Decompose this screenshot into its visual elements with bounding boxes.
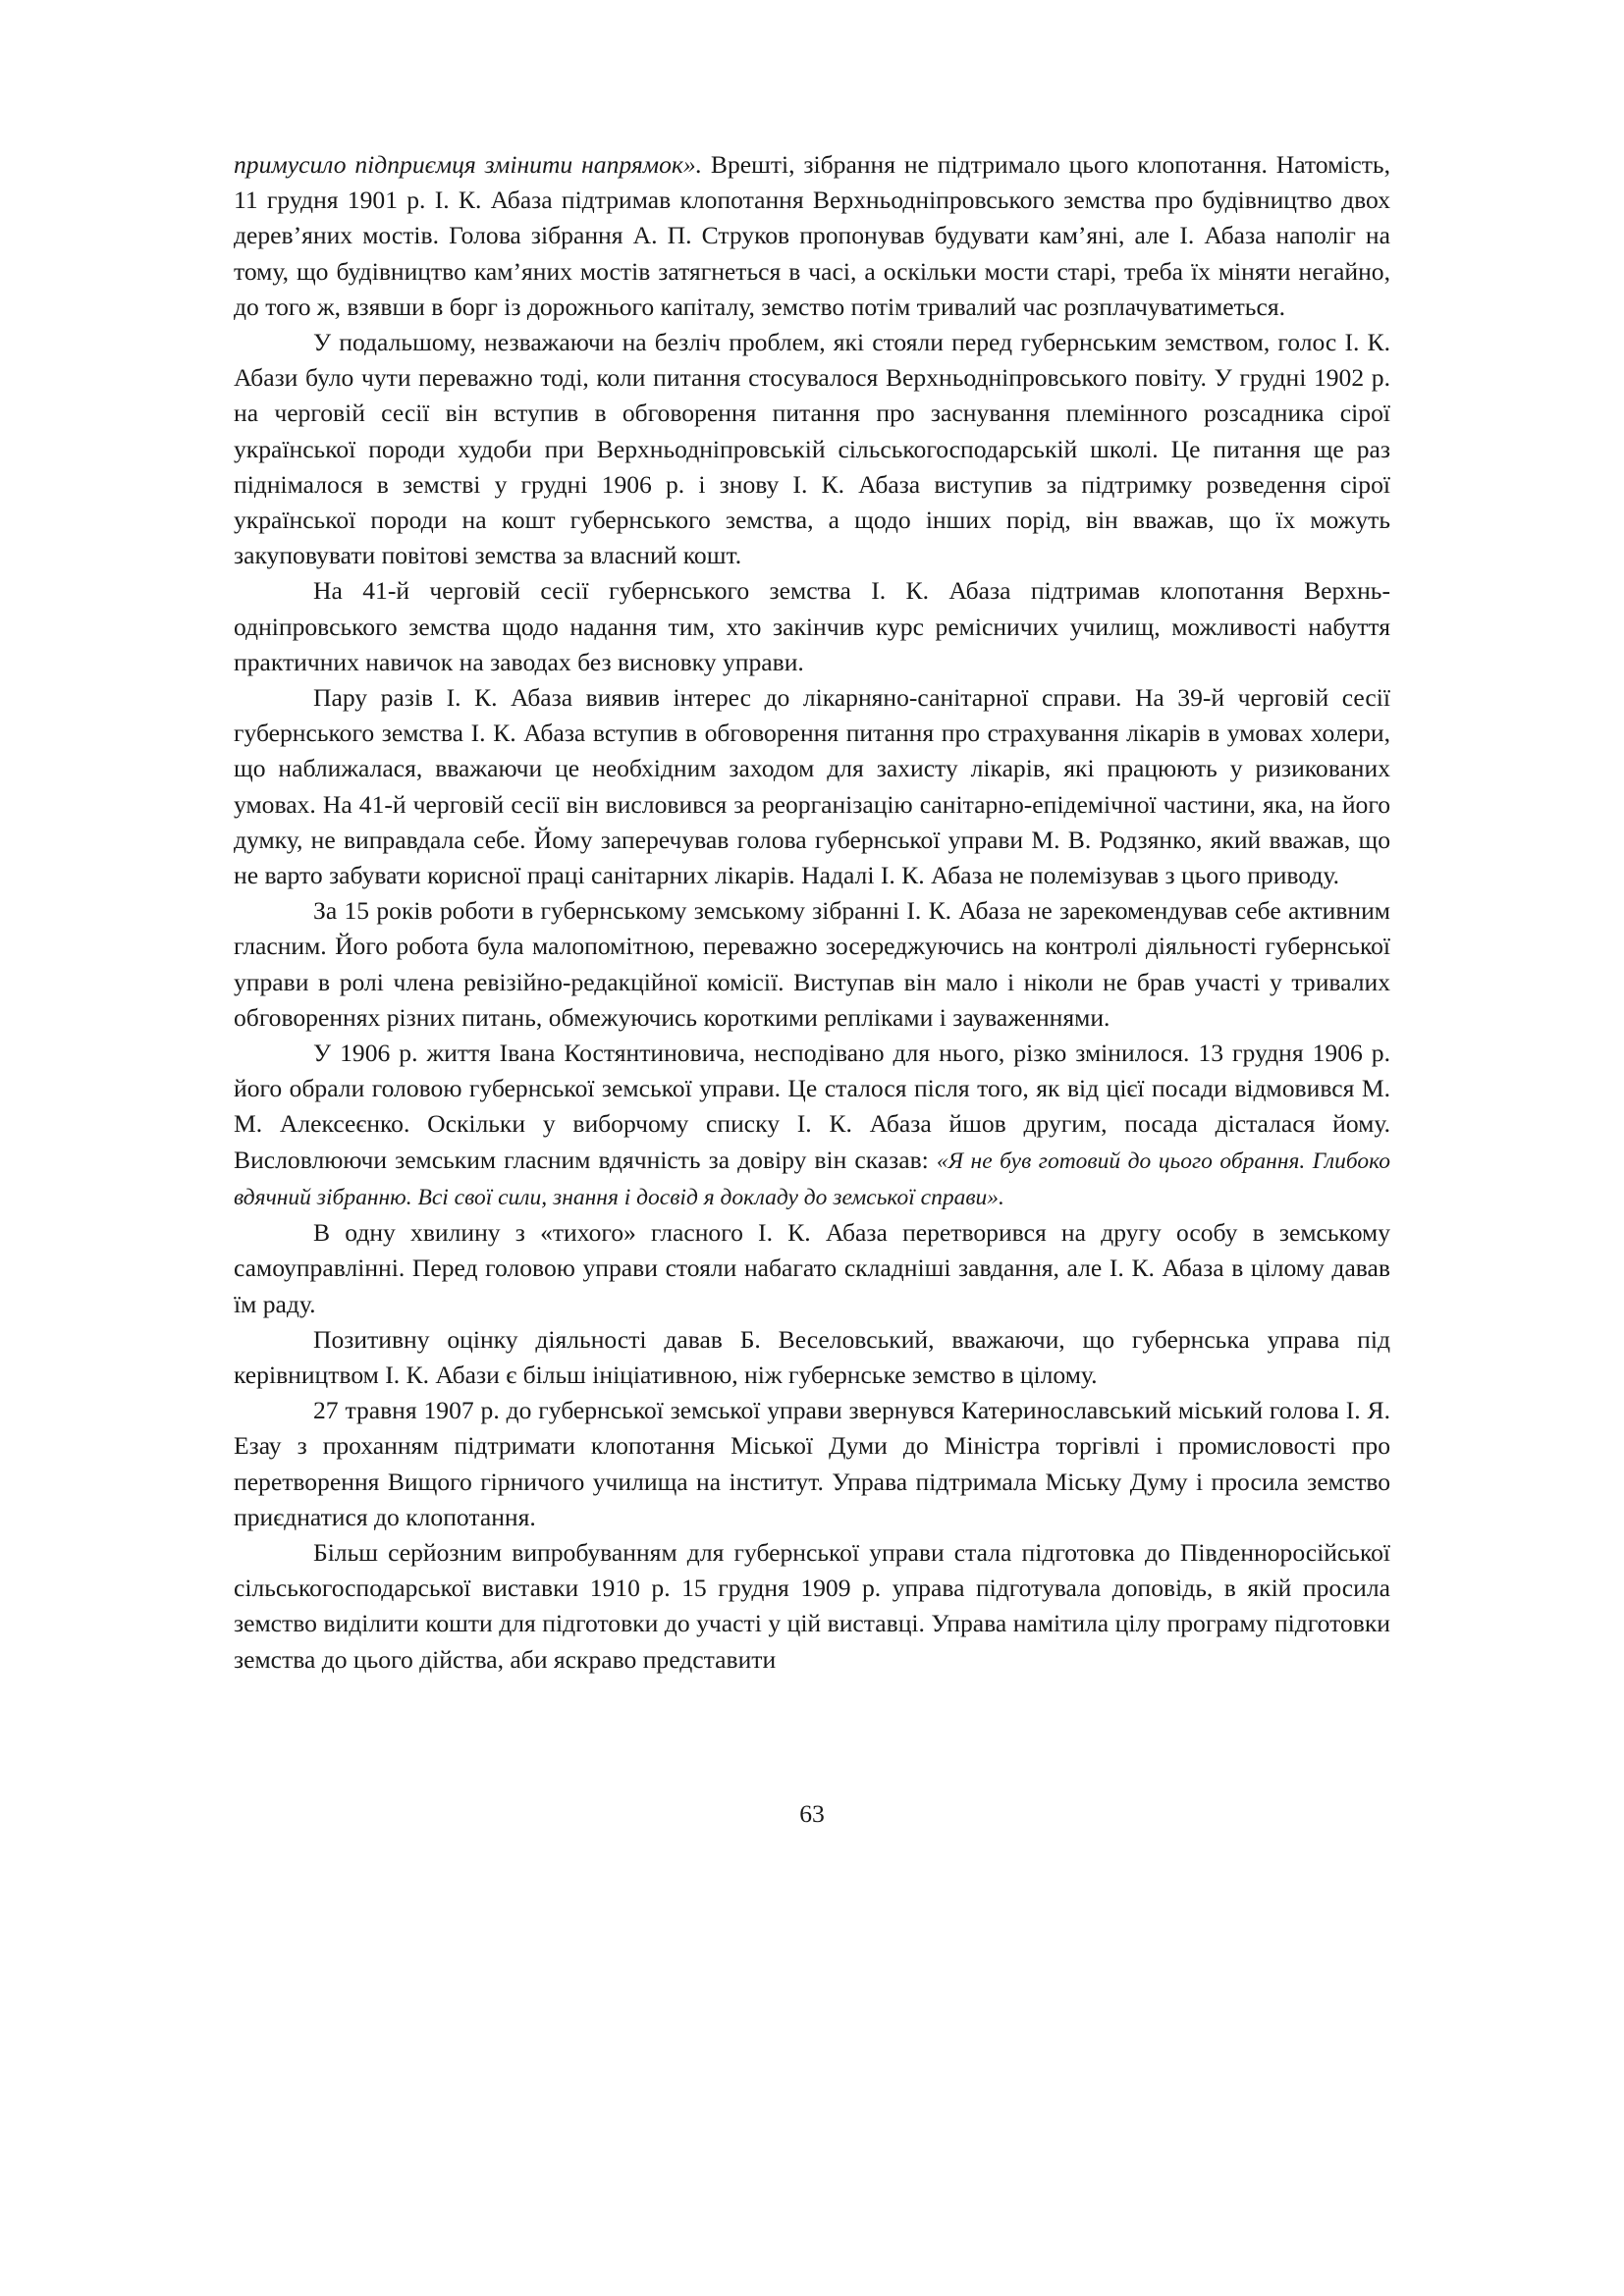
- paragraph-text: В одну хвилину з «тихого» гласного І. К. Абаза перетворився на другу особу в земському самоуправлінні. Перед головою управи стояли набагато складніші завдання, але І. К. Абаза в цілому давав їм раду.: [234, 1218, 1390, 1318]
- paragraph: [234, 1535, 1390, 1678]
- paragraph-text: У подальшому, незважаючи на безліч проблем, які стояли перед губернським земством, голос І. К. Абази було чути переважно тоді, коли питання стосувалося Верхньодніпровського повіту. У грудні 1902 р. на черговій сесії він вступив в обговорення питання про заснування племінного розсадника сірої української породи худоби при Верхньодніпровській сільськогосподарській школі. Це питання ще раз піднімалося в земстві у грудні 1906 р. і знову І. К. Абаза виступив за підтримку розведення сірої української породи на кошт губернського земства, а щодо інших порід, він вважав, що їх можуть закуповувати повітові земства за власний кошт.: [234, 328, 1390, 570]
- paragraph: [234, 893, 1390, 1036]
- page-number: 63: [799, 1799, 825, 1828]
- paragraph: [234, 680, 1390, 893]
- body-text: [234, 147, 1390, 1678]
- paragraph-text: 27 травня 1907 р. до губернської земської управи звернувся Катеринославський міський голова І. Я. Езау з проханням підтримати клопотання Міської Думи до Міністра торгівлі і промисловості про перетворення Вищого гірничого училища на інститут. Управа підтримала Міську Думу і просила земство приєднатися до клопотання.: [234, 1396, 1390, 1531]
- paragraph-text: За 15 років роботи в губернському земському зібранні І. К. Абаза не зарекомендував себе активним гласним. Його робота була малопомітною, переважно зосереджуючись на контролі діяльності губернської управи в ролі члена ревізійно-редакційної комісії. Виступав він мало і ніколи не брав участі у тривалих обговореннях різних питань, обмежуючись короткими репліками і зауваженнями.: [234, 896, 1390, 1032]
- paragraph-text: Більш серйозним випробуванням для губернської управи стала підготовка до Південноросійської сільськогосподарської виставки 1910 р. 15 грудня 1909 р. управа підготувала доповідь, в якій просила земство виділити кошти для підготовки до участі у цій виставці. Управа намітила цілу програму підготовки земства до цього дійства, аби яскраво представити: [234, 1537, 1390, 1674]
- paragraph: [234, 1215, 1390, 1322]
- paragraph-text: Врешті, зібрання не підтримало цього клопотання. Натомість, 11 грудня 1901 р. І. К. Абаза підтримав клопотання Верхньодніпровського земства про будівництво двох дерев’яних мостів. Голова зібрання А. П. Струков пропонував будувати кам’яні, але І. Абаза наполіг на тому, що будівництво кам’яних мостів затягнеться в часі, а оскільки мости старі, треба їх міняти негайно, до того ж, взявши в борг із дорожнього капіталу, земство потім тривалий час розплачуватиметься.: [234, 150, 1390, 321]
- paragraph: [234, 1036, 1390, 1215]
- paragraph-text: У 1906 р. життя Івана Костянтиновича, несподівано для нього, різко змінилося. 13 грудня 1906 р. його обрали головою губернської земської управи. Це сталося після того, як від цієї посади відмовився М. М. Алексеєнко. Оскільки у виборчому списку І. К. Абаза йшов другим, посада дісталася йому. Висловлюючи земським гласним вдячність за довіру він сказав:: [234, 1039, 1390, 1174]
- paragraph-text: На 41-й черговій сесії губернського земства І. К. Абаза підтримав клопотання Верхньодніпровського земства щодо надання тим, хто закінчив курс ремісничих училищ, можливості набуття практичних навичок на заводах без висновку управи.: [234, 576, 1390, 676]
- quoted-text: примусило підприємця змінити напрямок».: [234, 150, 703, 179]
- paragraph: [234, 1322, 1390, 1393]
- paragraph-text: Позитивну оцінку діяльності давав Б. Веселовський, вважаючи, що губернська управа під керівництвом І. К. Абази є більш ініціативною, ніж губернське земство в цілому.: [234, 1324, 1390, 1389]
- paragraph: [234, 325, 1390, 573]
- paragraph-text: Пару разів І. К. Абаза виявив інтерес до лікарняно-санітарної справи. На 39-й черговій сесії губернського земства І. К. Абаза вступив в обговорення питання про страхування лікарів в умовах холери, що наближалася, вважаючи це необхідним заходом для захисту лікарів, які працюють у ризикованих умовах. На 41-й черговій сесії він висловився за реорганізацію санітарно-епідемічної частини, яка, на його думку, не виправдала себе. Йому заперечував голова губернської управи М. В. Родзянко, який вважав, що не варто забувати корисної праці санітарних лікарів. Надалі І. К. Абаза не полемізував з цього приводу.: [234, 683, 1390, 890]
- paragraph: [234, 573, 1390, 680]
- quoted-text: «Я не був готовий до цього обрання. Глибоко вдячний зібранню. Всі свої сили, знання і досвід я докладу до земської справи».: [234, 1148, 1391, 1210]
- paragraph: [234, 147, 1390, 325]
- paragraph: [234, 1393, 1390, 1535]
